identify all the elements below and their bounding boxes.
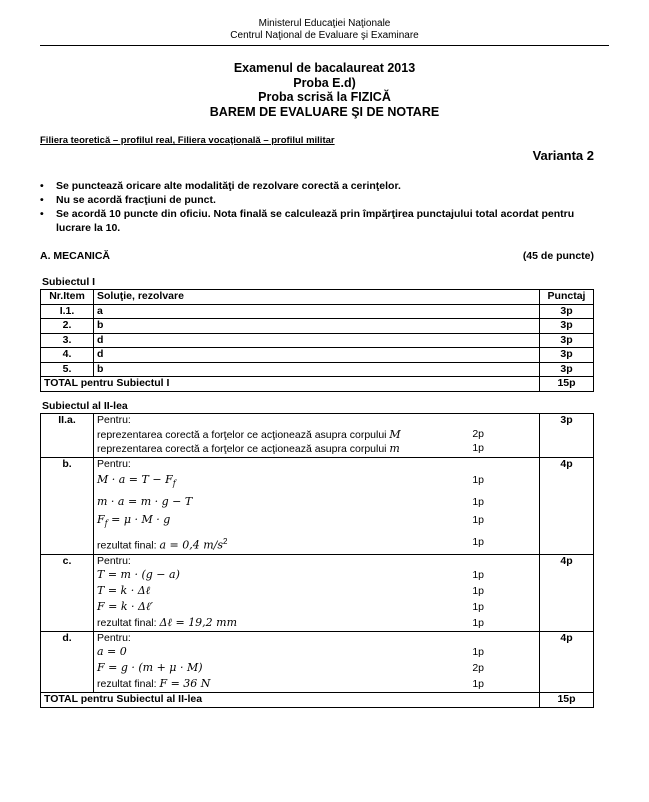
table-row: b. Pentru: $M \cdot a = T - F_f$ 1p m · a = m · g − T 1p $F_f = \mu \cdot M \cdot g$ 1p rezultat final: a = 0,4 $m/s^2$ 1p 4p [41, 457, 594, 555]
total-row: TOTAL pentru Subiectul al II-lea 15p [41, 693, 594, 708]
table-row: 5. b 3p [41, 362, 594, 377]
section-points: (45 de puncte) [522, 250, 594, 262]
subiect2-table [40, 413, 594, 708]
bullet-icon: • [40, 180, 44, 192]
rule-item: • Nu se acordă fracţiuni de punct. [40, 194, 216, 206]
exam-title: Examenul de bacalaureat 2013 [233, 61, 416, 75]
table-row: d. Pentru: a = 0 1p F = g · (m + μ · M) 2p rezultat final: F = 36 N 1p 4p [41, 632, 594, 693]
subiect2-title: Subiectul al II-lea [42, 400, 128, 412]
table-row: 4. d 3p [41, 348, 594, 363]
section-heading [40, 250, 594, 262]
subiect1-title: Subiectul I [42, 276, 96, 288]
total-row: TOTAL pentru Subiectul I 15p [41, 377, 594, 392]
bullet-icon: • [40, 208, 44, 220]
center-name: Centrul Naţional de Evaluare şi Examinare [230, 30, 419, 41]
header-solution: Soluţie, rezolvare [94, 290, 540, 305]
filiera-text: Filiera teoretică – profilul real, Filiera vocaţională – profilul militar [40, 135, 335, 146]
barem-title: BAREM DE EVALUARE ŞI DE NOTARE [209, 104, 440, 119]
rule-item: • Se punctează oricare alte modalităţi de rezolvare corectă a cerinţelor. [40, 180, 401, 192]
header-points: Punctaj [540, 290, 594, 305]
table-row: II.a. Pentru: reprezentarea corectă a forţelor ce acţionează asupra corpului M 2p reprezentarea corectă a forţelor ce acţionează asupra corpului m 1p 3p [41, 414, 594, 458]
proba-title: Proba E.d) [293, 75, 356, 90]
proba-scrisa-title: Proba scrisă la FIZICĂ [258, 90, 391, 104]
header-divider [40, 45, 609, 46]
document-header [0, 0, 649, 42]
subiect1-table [40, 289, 594, 392]
table-row: 3. d 3p [41, 333, 594, 348]
table-row: c. Pentru: T = m · (g − a) 1p T = k · Δℓ 1p F = k · Δℓ′ 1p rezultat final: Δℓ = 19,2 mm 1p 4p [41, 555, 594, 632]
header-item: Nr.Item [41, 290, 94, 305]
table-row: 2. b 3p [41, 319, 594, 334]
table-row: I.1. a 3p [41, 304, 594, 319]
section-name: A. MECANICĂ [40, 250, 110, 262]
varianta-label: Varianta 2 [532, 148, 594, 163]
grading-rules [40, 179, 594, 235]
rule-item: • Se acordă 10 puncte din oficiu. Nota finală se calculează prin împărţirea punctajului total acordat pentru lucrare la 10. [40, 208, 575, 234]
table-header-row [41, 290, 594, 305]
document-titles [0, 61, 649, 119]
ministry-name: Ministerul Educaţiei Naţionale [258, 18, 391, 29]
bullet-icon: • [40, 194, 44, 206]
